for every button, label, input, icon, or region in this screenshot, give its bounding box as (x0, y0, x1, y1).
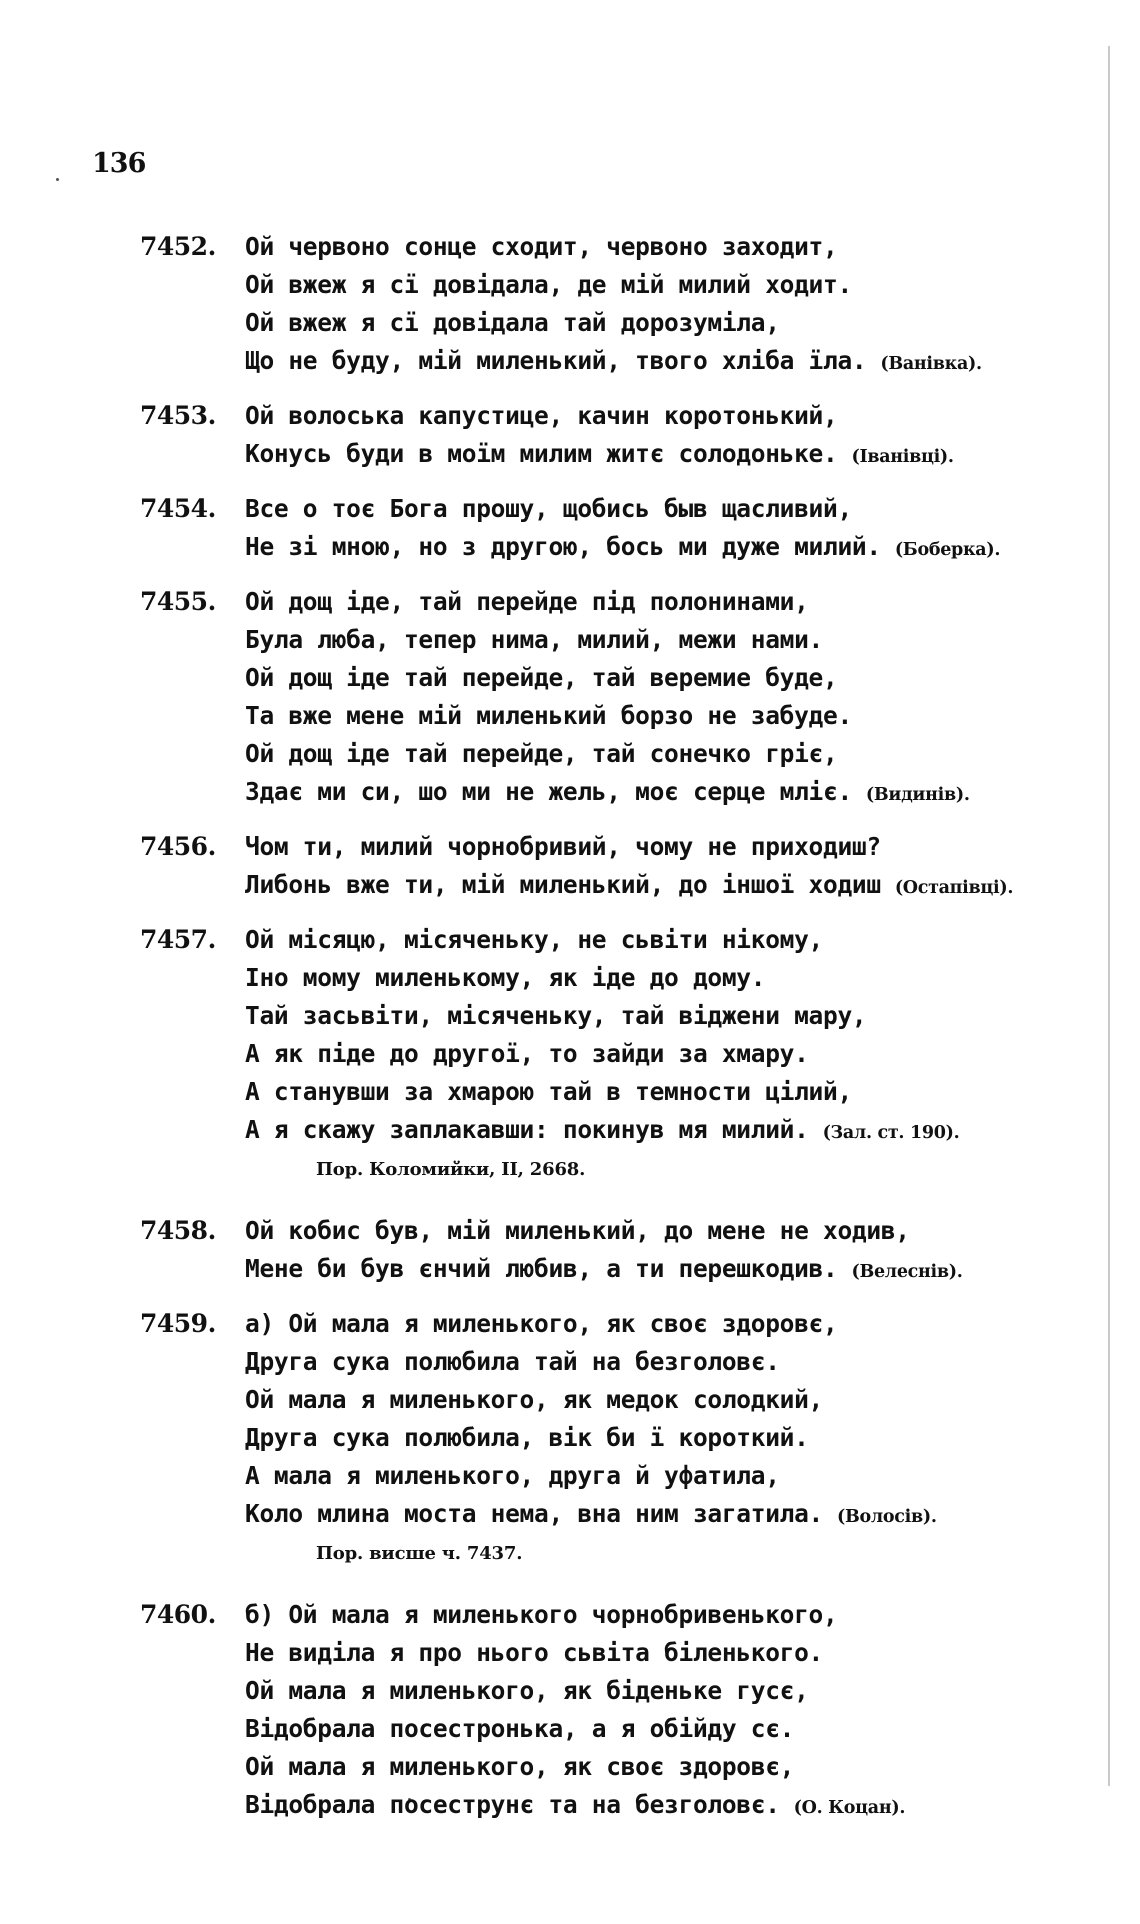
verse-entry (0, 1212, 1140, 1291)
verse-text: Ой дощ іде тай перейде, тай веремие буде, (245, 663, 838, 692)
verse-entry (0, 1596, 1140, 1827)
verse-lines (245, 921, 1115, 1198)
verse-line (245, 1111, 1115, 1152)
note-spacer (245, 1572, 1115, 1582)
verse-entries (0, 228, 1140, 1841)
verse-text: Іно мому миленькому, як іде до дому. (245, 963, 766, 992)
verse-text: Ой дощ іде тай перейде, тай сонечко гріє, (245, 739, 838, 768)
verse-line (245, 397, 1115, 435)
verse-line (245, 1634, 1115, 1672)
verse-lines (245, 1212, 1115, 1291)
verse-text: Ой вжеж я сї довідала тай дорозуміла, (245, 308, 780, 337)
entry-number: 7453. (140, 401, 216, 430)
verse-line (245, 921, 1115, 959)
verse-lines (245, 228, 1115, 383)
source-attribution: (Зал. ст. 190). (822, 1123, 960, 1143)
verse-text: Не зі мною, но з другою, бось ми дуже милий. (245, 532, 881, 561)
verse-line (245, 1748, 1115, 1786)
source-attribution: (Остапівці). (894, 878, 1014, 898)
scan-speck (56, 178, 59, 181)
verse-text: Що не буду, мій миленький, твого хліба їла. (245, 346, 867, 375)
verse-lines (245, 490, 1115, 569)
verse-text: Ой мала я миленького, як біденьке гусє, (245, 1676, 809, 1705)
verse-line (245, 1343, 1115, 1381)
verse-text: Тай засьвіти, місяченьку, тай віджени мару, (245, 1001, 867, 1030)
verse-line (245, 1250, 1115, 1291)
entry-number: 7452. (140, 232, 216, 261)
entry-number: 7460. (140, 1600, 216, 1629)
verse-text: Ой місяцю, місяченьку, не сьвіти нікому, (245, 925, 824, 954)
verse-text: Була люба, тепер нима, милий, межи нами. (245, 625, 824, 654)
verse-text: Ой кобис був, мій миленький, до мене не ходив, (245, 1216, 910, 1245)
source-attribution: (Видинів). (865, 785, 970, 805)
verse-line (245, 828, 1115, 866)
verse-entry (0, 228, 1140, 383)
verse-text: Відобрала посестронька, а я обійду сє. (245, 1714, 795, 1743)
source-attribution: (Волосів). (837, 1507, 937, 1527)
verse-text: Ой дощ іде, тай перейде під полонинами, (245, 587, 809, 616)
verse-line (245, 1710, 1115, 1748)
verse-line (245, 304, 1115, 342)
verse-line (245, 1035, 1115, 1073)
verse-text: Відобрала посеструнє та на безголовє. (245, 1790, 780, 1819)
verse-line (245, 1596, 1115, 1634)
verse-line (245, 1073, 1115, 1111)
cross-reference-note: Пор. висше ч. 7437. (316, 1543, 523, 1564)
entry-number: 7458. (140, 1216, 216, 1245)
verse-line (245, 228, 1115, 266)
entry-number: 7454. (140, 494, 216, 523)
verse-text: Здає ми си, шо ми не жель, моє серце мліє. (245, 777, 852, 806)
verse-line (245, 997, 1115, 1035)
verse-line (245, 1381, 1115, 1419)
verse-line (245, 435, 1115, 476)
verse-line (245, 1305, 1115, 1343)
verse-line (245, 583, 1115, 621)
entry-number: 7456. (140, 832, 216, 861)
page-number: 136 (92, 148, 146, 179)
verse-entry (0, 397, 1140, 476)
source-attribution: (Іванівці). (851, 447, 954, 467)
verse-lines (245, 1305, 1115, 1582)
verse-text: Коло млина моста нема, вна ним загатила. (245, 1499, 824, 1528)
verse-text: А я скажу заплакавши: покинув мя милий. (245, 1115, 809, 1144)
verse-entry (0, 1305, 1140, 1582)
verse-text: Либонь вже ти, мій миленький, до іншої ходиш (245, 870, 881, 899)
verse-text: Чом ти, милий чорнобривий, чому не приходиш? (245, 832, 881, 861)
verse-text: А мала я миленького, друга й уфатила, (245, 1461, 780, 1490)
verse-text: Друга сука полюбила, вік би ї короткий. (245, 1423, 809, 1452)
verse-line (245, 735, 1115, 773)
cross-reference-note: Пор. Коломийки, II, 2668. (316, 1159, 586, 1180)
verse-text: Ой волоська капустице, качин коротонький, (245, 401, 838, 430)
verse-entry (0, 583, 1140, 814)
verse-line (245, 1212, 1115, 1250)
verse-text: А як піде до другої, то зайди за хмару. (245, 1039, 809, 1068)
verse-line (245, 866, 1115, 907)
verse-lines (245, 583, 1115, 814)
verse-text: Все о тоє Бога прошу, щобись быв щасливий, (245, 494, 852, 523)
verse-text: Конусь буди в моїм милим житє солодоньке. (245, 439, 838, 468)
verse-text: Друга сука полюбила тай на безголовє. (245, 1347, 780, 1376)
verse-entry (0, 921, 1140, 1198)
verse-text: Ой вжеж я сї довідала, де мій милий ходит. (245, 270, 852, 299)
verse-line (245, 1672, 1115, 1710)
verse-line (245, 490, 1115, 528)
verse-entry (0, 828, 1140, 907)
verse-line (245, 697, 1115, 735)
verse-text: а) Ой мала я миленького, як своє здоровє, (245, 1309, 838, 1338)
source-attribution: (Велеснів). (851, 1262, 963, 1282)
entry-number: 7455. (140, 587, 216, 616)
verse-lines (245, 1596, 1115, 1827)
verse-text: Та вже мене мій миленький борзо не забуде. (245, 701, 852, 730)
entry-number: 7459. (140, 1309, 216, 1338)
verse-line (245, 528, 1115, 569)
verse-text: б) Ой мала я миленького чорнобривенького, (245, 1600, 838, 1629)
verse-text: Ой мала я миленького, як своє здоровє, (245, 1752, 795, 1781)
verse-entry (0, 490, 1140, 569)
verse-line (245, 266, 1115, 304)
verse-line (245, 659, 1115, 697)
verse-line (245, 1786, 1115, 1827)
verse-text: Мене би був єнчий любив, а ти перешкодив. (245, 1254, 838, 1283)
verse-text: Не виділа я про нього сьвіта біленького. (245, 1638, 824, 1667)
source-attribution: (Боберка). (894, 540, 1001, 560)
entry-number: 7457. (140, 925, 216, 954)
verse-line (245, 342, 1115, 383)
verse-line (245, 959, 1115, 997)
verse-line (245, 773, 1115, 814)
source-attribution: (О. Коцан). (793, 1798, 906, 1818)
verse-text: Ой мала я миленького, як медок солодкий, (245, 1385, 824, 1414)
verse-line (245, 1419, 1115, 1457)
source-attribution: (Ванівка). (880, 354, 982, 374)
verse-line (245, 1457, 1115, 1495)
verse-text: Ой червоно сонце сходит, червоно заходит, (245, 232, 838, 261)
verse-lines (245, 828, 1115, 907)
note-spacer (245, 1188, 1115, 1198)
verse-text: А станувши за хмарою тай в темности цілий, (245, 1077, 852, 1106)
verse-line (245, 1495, 1115, 1536)
verse-line (245, 621, 1115, 659)
verse-lines (245, 397, 1115, 476)
